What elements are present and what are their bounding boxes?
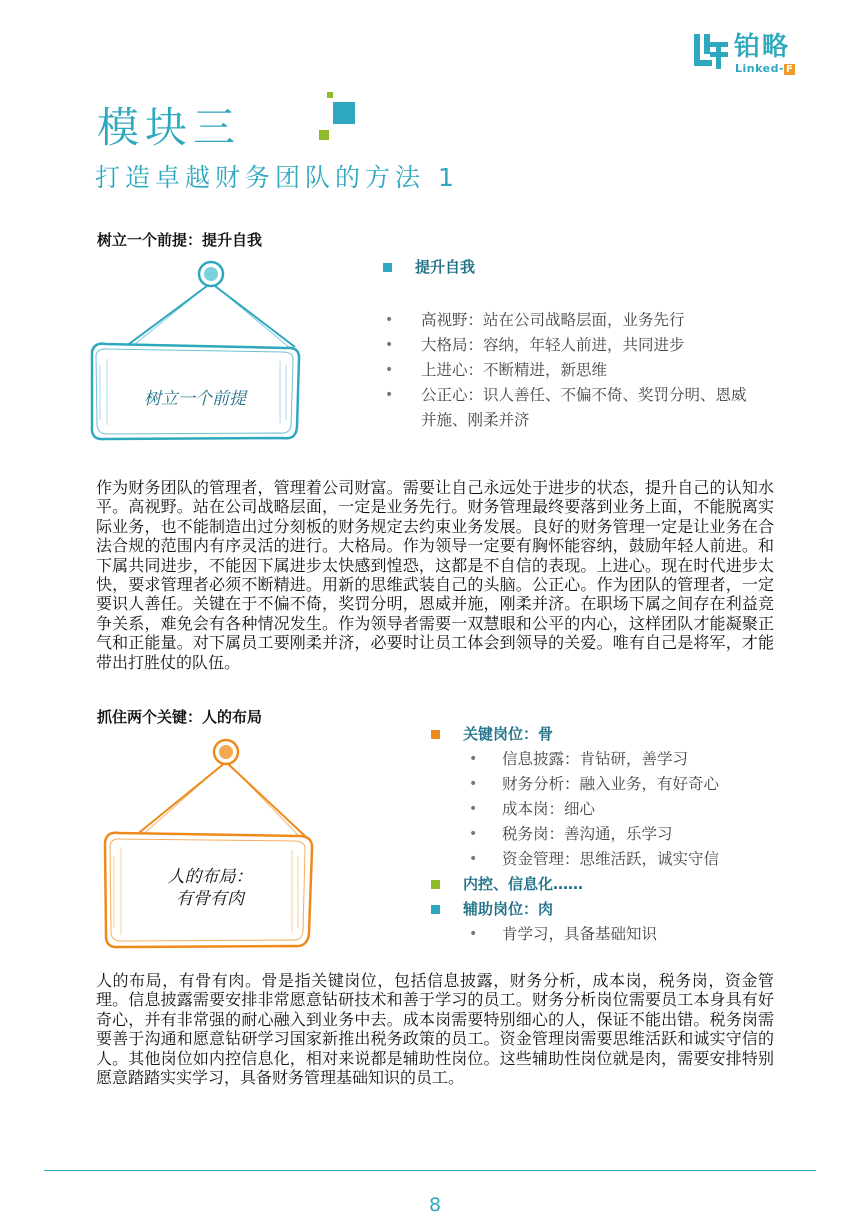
list-item: • 大格局：容纳，年轻人前进，共同进步: [385, 336, 685, 354]
section2-paragraph: 人的布局，有骨有肉。骨是指关键岗位，包括信息披露，财务分析，成本岗，税务岗，资金管理。信息披露需要安排非常愿意钻研技术和善于学习的员工。财务分析岗位需要员工本身具有好奇心，并有非常强的耐心融入到业务中去。成本岗需要特别细心的人，保证不能出错。税务岗需要善于沟通和愿意钻研学习国家新推出税务政策的员工。资金管理岗需要思维活跃和诚实守信的人。其他岗位如内控信息化，相对来说都是辅助性岗位。这些辅助性岗位就是肉，需要安排特别愿意踏踏实实学习，具备财务管理基础知识的员工。: [96, 971, 774, 1088]
sign-text-2: 人的布局： 有骨有肉: [167, 867, 253, 909]
list-item: • 肯学习，具备基础知识: [469, 925, 658, 943]
brand-logo: [694, 32, 814, 76]
bullet-heading: 辅助岗位：肉: [431, 897, 811, 922]
list-item: • 公正心：识人善任、不偏不倚、奖罚分明、恩威: [385, 386, 747, 404]
section2-heading: 抓住两个关键：人的布局: [97, 708, 263, 726]
square-bullet-icon: [383, 263, 392, 272]
list-item: • 成本岗：细心: [469, 800, 596, 818]
bullet-heading: 关键岗位：骨: [431, 722, 811, 747]
list-item: • 税务岗：善沟通，乐学习: [469, 825, 673, 843]
hanging-sign-orange: [95, 728, 325, 953]
section1-bullets: [383, 255, 803, 433]
square-bullet-icon: [431, 905, 440, 914]
square-bullet-icon: [431, 880, 440, 889]
list-item: • 上进心：不断精进，新思维: [385, 361, 608, 379]
decorative-squares: [317, 92, 357, 144]
footer-divider: [44, 1170, 816, 1171]
list-item: • 财务分析：融入业务，有好奇心: [469, 775, 720, 793]
list-item: • 资金管理：思维活跃，诚实守信: [469, 850, 720, 868]
hanging-sign-teal: [80, 255, 310, 455]
page-number: 8: [428, 1194, 442, 1216]
section1-paragraph: 作为财务团队的管理者，管理着公司财富。需要让自己永远处于进步的状态，提升自己的认知水平。高视野。站在公司战略层面，一定是业务先行。财务管理最终要落到业务上面，不能脱离实际业务，也不能制造出过分刻板的财务规定去约束业务发展。良好的财务管理一定是让业务在合法合规的范围内有序灵活的进行。大格局。作为领导一定要有胸怀能容纳，鼓励年轻人前进。和下属共同进步，不能因下属进步太快感到惶恐，这都是不自信的表现。上进心。现在时代进步太快，要求管理者必须不断精进。用新的思维武装自己的头脑。公正心。作为团队的管理者，一定要识人善任。关键在于不偏不倚，奖罚分明，恩威并施，刚柔并济。在职场下属之间存在利益竞争关系，难免会有各种情况发生。作为领导者需要一双慧眼和公平的内心，这样团队才能凝聚正气和正能量。对下属员工要刚柔并济，必要时让员工体会到领导的关爱。唯有自己是将军，才能带出打胜仗的队伍。: [96, 478, 774, 672]
list-item-continuation: 并施、刚柔并济: [421, 411, 530, 429]
logo-english-text: Linked- F: [735, 62, 794, 75]
hanging-sign-icon: [95, 728, 325, 953]
module-title: 模块三: [97, 103, 242, 152]
logo-chinese-text: 铂略: [734, 32, 791, 62]
section2-bullets: [431, 722, 811, 947]
section1-heading: 树立一个前提：提升自我: [97, 231, 263, 249]
logo-mark-icon: [694, 34, 728, 70]
square-bullet-icon: [431, 730, 440, 739]
module-subtitle: 打造卓越财务团队的方法 1: [95, 163, 459, 192]
hanging-sign-icon: [80, 255, 310, 455]
list-item: • 信息披露：肯钻研，善学习: [469, 750, 689, 768]
list-item: • 高视野：站在公司战略层面，业务先行: [385, 311, 685, 329]
bullet-heading: 内控、信息化……: [431, 872, 811, 897]
sign-text-1: 树立一个前提: [144, 389, 246, 409]
bullet-heading: 提升自我: [383, 255, 803, 280]
